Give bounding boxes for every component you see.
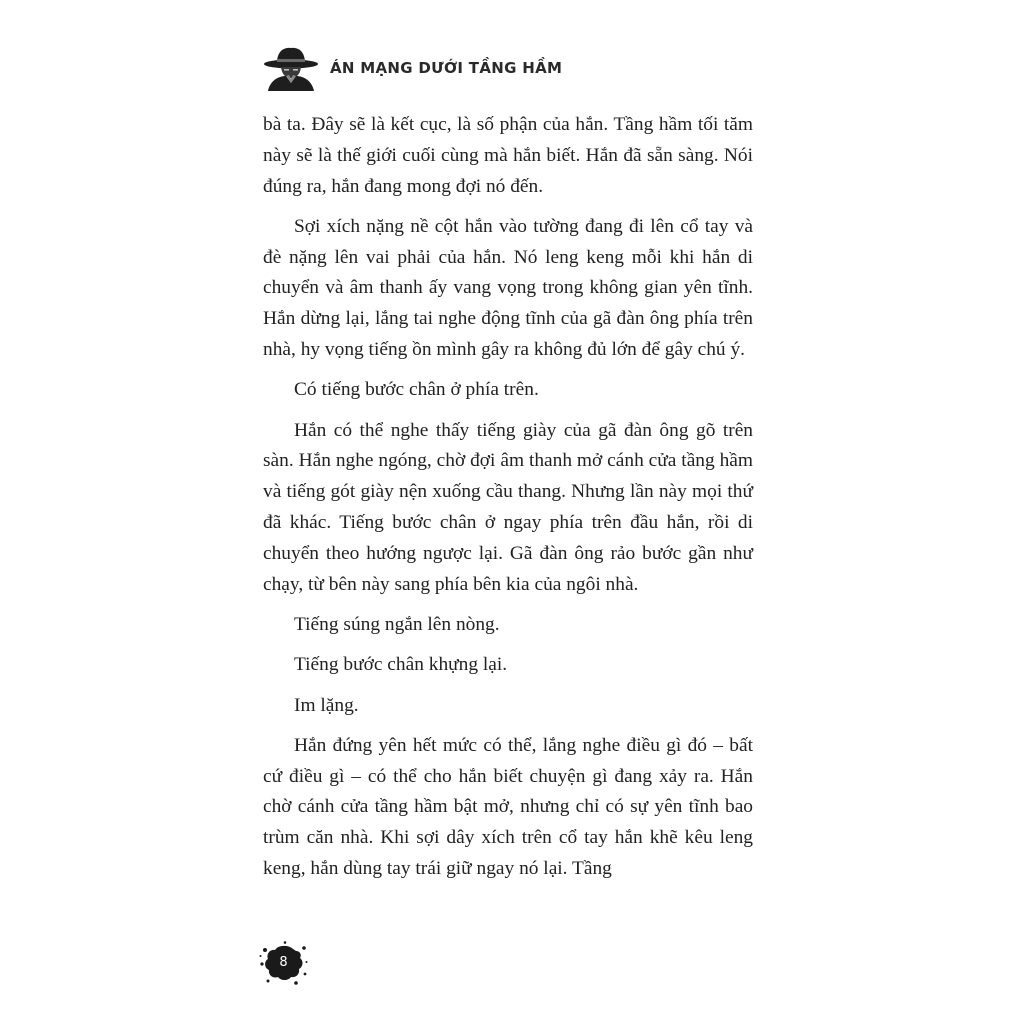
paragraph: Hắn có thể nghe thấy tiếng giày của gã đàn ông gõ trên sàn. Hắn nghe ngóng, chờ đợi âm thanh mở cánh cửa tầng hầm và tiếng gót giày nện xuống cầu thang. Nhưng lần này mọi thứ đã khác. Tiếng bước chân ở ngay phía trên đầu hắn, rồi di chuyển theo hướng ngược lại. Gã đàn ông rảo bước gần như chạy, từ bên này sang phía bên kia của ngôi nhà. (263, 419, 753, 595)
detective-icon (262, 45, 320, 91)
paragraph: Có tiếng bước chân ở phía trên. (294, 379, 539, 401)
page-number-badge (258, 940, 308, 986)
page-body (263, 110, 753, 894)
paragraph: Tiếng bước chân khựng lại. (294, 654, 508, 676)
paragraph: Im lặng. (294, 694, 359, 716)
page-number: 8 (279, 955, 288, 970)
paragraph: Sợi xích nặng nề cột hắn vào tường đang đi lên cổ tay và đè nặng lên vai phải của hắn. Nó leng keng mỗi khi hắn di chuyển và âm thanh ấy vang vọng trong không gian yên tĩnh. Hắn dừng lại, lắng tai nghe động tĩnh của gã đàn ông phía trên nhà, hy vọng tiếng ồn mình gây ra không đủ lớn để gây chú ý. (263, 215, 753, 361)
paragraph: Tiếng súng ngắn lên nòng. (294, 613, 500, 635)
paragraph: bà ta. Đây sẽ là kết cục, là số phận của hắn. Tầng hầm tối tăm này sẽ là thế giới cuối cùng mà hắn biết. Hắn đã sẵn sàng. Nói đúng ra, hắn đang mong đợi nó đến. (263, 114, 753, 197)
book-title: ÁN MẠNG DƯỚI TẦNG HẦM (330, 59, 563, 77)
running-header (262, 44, 562, 92)
paragraph: Hắn đứng yên hết mức có thể, lắng nghe điều gì đó – bất cứ điều gì – có thể cho hắn biết chuyện gì đang xảy ra. Hắn chờ cánh cửa tầng hầm bật mở, nhưng chỉ có sự yên tĩnh bao trùm căn nhà. Khi sợi dây xích trên cổ tay hắn khẽ kêu leng keng, hắn dùng tay trái giữ ngay nó lại. Tầng (263, 734, 753, 880)
